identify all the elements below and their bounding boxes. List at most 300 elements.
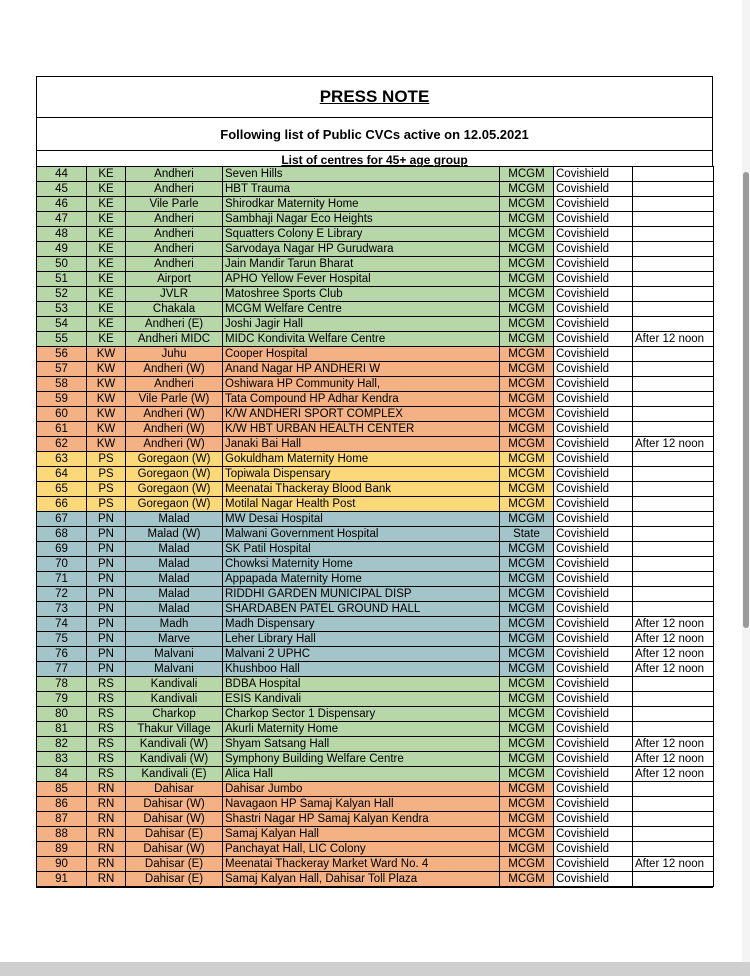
cell-centre: Dahisar Jumbo [223,782,500,797]
cell-note [633,467,714,482]
cell-ward: PN [87,542,126,557]
cell-agency: MCGM [500,677,554,692]
cell-vaccine: Covishield [554,782,633,797]
cell-ward: KE [87,227,126,242]
page-title: PRESS NOTE [37,77,712,118]
cell-ward: KE [87,212,126,227]
cell-number: 51 [37,272,87,287]
table-row [37,317,714,332]
cell-vaccine: Covishield [554,272,633,287]
cell-area: Andheri (W) [126,362,223,377]
cell-note [633,722,714,737]
cell-area: Andheri [126,242,223,257]
table-row [37,257,714,272]
cell-note [633,797,714,812]
cell-ward: KE [87,167,126,182]
cell-area: Andheri [126,257,223,272]
cell-agency: MCGM [500,752,554,767]
cell-number: 69 [37,542,87,557]
table-body [37,167,714,887]
cell-agency: MCGM [500,347,554,362]
cell-area: Andheri (W) [126,422,223,437]
table-row [37,527,714,542]
cell-vaccine: Covishield [554,797,633,812]
cell-note [633,257,714,272]
cell-vaccine: Covishield [554,872,633,887]
cell-centre: Akurli Maternity Home [223,722,500,737]
cell-vaccine: Covishield [554,602,633,617]
cell-number: 48 [37,227,87,242]
cell-vaccine: Covishield [554,332,633,347]
table-row [37,767,714,782]
cell-vaccine: Covishield [554,167,633,182]
table-row [37,647,714,662]
cell-centre: SK Patil Hospital [223,542,500,557]
cell-number: 59 [37,392,87,407]
cell-ward: RS [87,737,126,752]
cell-ward: KW [87,437,126,452]
cell-area: Kandivali [126,692,223,707]
table-row [37,347,714,362]
table-row [37,542,714,557]
table-row [37,617,714,632]
cell-ward: RS [87,752,126,767]
table-row [37,407,714,422]
cell-number: 70 [37,557,87,572]
table-row [37,812,714,827]
cell-area: Goregaon (W) [126,467,223,482]
cell-number: 47 [37,212,87,227]
cell-ward: KW [87,377,126,392]
cell-ward: PN [87,557,126,572]
cell-number: 67 [37,512,87,527]
cell-vaccine: Covishield [554,497,633,512]
cell-number: 56 [37,347,87,362]
cell-area: Malad [126,587,223,602]
table-row [37,287,714,302]
cell-centre: Alica Hall [223,767,500,782]
cell-ward: RN [87,812,126,827]
centres-table [36,166,714,887]
cell-vaccine: Covishield [554,542,633,557]
cell-area: Airport [126,272,223,287]
table-row [37,872,714,887]
cell-area: Juhu [126,347,223,362]
table-row [37,362,714,377]
cell-number: 76 [37,647,87,662]
table-row [37,572,714,587]
cell-number: 89 [37,842,87,857]
table-row [37,167,714,182]
cell-ward: RS [87,677,126,692]
cell-ward: RS [87,692,126,707]
cell-number: 45 [37,182,87,197]
table-row [37,497,714,512]
cell-agency: MCGM [500,827,554,842]
cell-ward: KE [87,317,126,332]
cell-centre: BDBA Hospital [223,677,500,692]
cell-agency: MCGM [500,767,554,782]
cell-agency: MCGM [500,602,554,617]
cell-number: 60 [37,407,87,422]
cell-centre: Malvani 2 UPHC [223,647,500,662]
cell-area: Goregaon (W) [126,497,223,512]
cell-area: Dahisar (E) [126,857,223,872]
cell-vaccine: Covishield [554,452,633,467]
cell-number: 77 [37,662,87,677]
cell-area: Malad [126,512,223,527]
cell-ward: PN [87,662,126,677]
cell-area: Goregaon (W) [126,452,223,467]
cell-note [633,452,714,467]
table-row [37,392,714,407]
cell-ward: RN [87,857,126,872]
cell-agency: MCGM [500,392,554,407]
cell-ward: KE [87,182,126,197]
cell-number: 88 [37,827,87,842]
cell-number: 61 [37,422,87,437]
cell-vaccine: Covishield [554,407,633,422]
cell-centre: Meenatai Thackeray Market Ward No. 4 [223,857,500,872]
cell-area: Dahisar (W) [126,797,223,812]
cell-ward: RN [87,842,126,857]
cell-vaccine: Covishield [554,257,633,272]
cell-vaccine: Covishield [554,587,633,602]
cell-number: 66 [37,497,87,512]
cell-vaccine: Covishield [554,827,633,842]
cell-centre: MW Desai Hospital [223,512,500,527]
cell-centre: Chowksi Maternity Home [223,557,500,572]
cell-centre: K/W ANDHERI SPORT COMPLEX [223,407,500,422]
cell-ward: KW [87,407,126,422]
cell-vaccine: Covishield [554,377,633,392]
cell-vaccine: Covishield [554,632,633,647]
cell-vaccine: Covishield [554,347,633,362]
cell-area: Andheri (E) [126,317,223,332]
cell-number: 83 [37,752,87,767]
cell-area: Dahisar (E) [126,872,223,887]
cell-number: 68 [37,527,87,542]
cell-centre: APHO Yellow Fever Hospital [223,272,500,287]
cell-agency: MCGM [500,272,554,287]
cell-note: After 12 noon [633,647,714,662]
cell-number: 55 [37,332,87,347]
table-row [37,632,714,647]
table-row [37,722,714,737]
cell-note [633,272,714,287]
cell-area: JVLR [126,287,223,302]
table-row [37,242,714,257]
cell-area: Malvani [126,647,223,662]
table-row [37,692,714,707]
cell-number: 64 [37,467,87,482]
cell-agency: MCGM [500,497,554,512]
cell-centre: Sarvodaya Nagar HP Gurudwara [223,242,500,257]
cell-area: Dahisar (E) [126,827,223,842]
table-row [37,707,714,722]
cell-agency: MCGM [500,482,554,497]
table-row [37,302,714,317]
cell-centre: Janaki Bai Hall [223,437,500,452]
cell-note: After 12 noon [633,632,714,647]
table-row [37,227,714,242]
table-row [37,452,714,467]
cell-number: 81 [37,722,87,737]
cell-note [633,302,714,317]
cell-number: 65 [37,482,87,497]
cell-area: Malad [126,557,223,572]
cell-area: Andheri MIDC [126,332,223,347]
cell-centre: Symphony Building Welfare Centre [223,752,500,767]
cell-ward: RS [87,707,126,722]
cell-number: 75 [37,632,87,647]
cell-vaccine: Covishield [554,857,633,872]
cell-number: 86 [37,797,87,812]
cell-agency: MCGM [500,542,554,557]
table-row [37,827,714,842]
cell-note [633,377,714,392]
cell-area: Vile Parle (W) [126,392,223,407]
cell-centre: MIDC Kondivita Welfare Centre [223,332,500,347]
cell-agency: MCGM [500,422,554,437]
cell-centre: Seven Hills [223,167,500,182]
cell-number: 90 [37,857,87,872]
cell-centre: Khushboo Hall [223,662,500,677]
cell-note [633,707,714,722]
cell-ward: PS [87,497,126,512]
cell-note [633,527,714,542]
cell-ward: KE [87,287,126,302]
cell-vaccine: Covishield [554,422,633,437]
cell-agency: MCGM [500,572,554,587]
cell-vaccine: Covishield [554,362,633,377]
cell-note: After 12 noon [633,662,714,677]
cell-area: Chakala [126,302,223,317]
table-row [37,422,714,437]
cell-note [633,197,714,212]
cell-agency: MCGM [500,167,554,182]
table-row [37,197,714,212]
cell-agency: MCGM [500,797,554,812]
cell-note [633,872,714,887]
cell-agency: State [500,527,554,542]
cell-agency: MCGM [500,707,554,722]
cell-note [633,677,714,692]
cell-vaccine: Covishield [554,227,633,242]
cell-agency: MCGM [500,662,554,677]
cell-number: 53 [37,302,87,317]
cell-centre: Samaj Kalyan Hall [223,827,500,842]
cell-number: 62 [37,437,87,452]
table-row [37,602,714,617]
scrollbar-thumb[interactable] [743,172,749,628]
cell-area: Vile Parle [126,197,223,212]
cell-agency: MCGM [500,812,554,827]
cell-number: 57 [37,362,87,377]
cell-vaccine: Covishield [554,737,633,752]
cell-area: Andheri [126,182,223,197]
cell-agency: MCGM [500,737,554,752]
cell-ward: RN [87,872,126,887]
cell-centre: Samaj Kalyan Hall, Dahisar Toll Plaza [223,872,500,887]
cell-area: Dahisar [126,782,223,797]
cell-area: Kandivali (W) [126,752,223,767]
bottom-edge [0,962,750,976]
cell-area: Kandivali (W) [126,737,223,752]
cell-centre: Cooper Hospital [223,347,500,362]
cell-centre: Squatters Colony E Library [223,227,500,242]
cell-vaccine: Covishield [554,707,633,722]
cell-note [633,692,714,707]
cell-note [633,497,714,512]
cell-note [633,572,714,587]
table-row [37,482,714,497]
cell-vaccine: Covishield [554,527,633,542]
cell-note [633,392,714,407]
cell-ward: KE [87,197,126,212]
cell-centre: SHARDABEN PATEL GROUND HALL [223,602,500,617]
cell-agency: MCGM [500,647,554,662]
cell-area: Madh [126,617,223,632]
cell-centre: Charkop Sector 1 Dispensary [223,707,500,722]
cell-note [633,287,714,302]
cell-ward: KW [87,347,126,362]
table-row [37,212,714,227]
cell-ward: PS [87,467,126,482]
cell-vaccine: Covishield [554,722,633,737]
cell-ward: KE [87,302,126,317]
table-row [37,662,714,677]
cell-note [633,512,714,527]
cell-area: Malad (W) [126,527,223,542]
cell-vaccine: Covishield [554,842,633,857]
cell-number: 91 [37,872,87,887]
cell-centre: Leher Library Hall [223,632,500,647]
cell-area: Andheri [126,377,223,392]
cell-vaccine: Covishield [554,437,633,452]
vertical-scrollbar[interactable] [742,0,750,962]
table-row [37,557,714,572]
cell-agency: MCGM [500,557,554,572]
cell-number: 84 [37,767,87,782]
table-row [37,467,714,482]
cell-ward: KW [87,392,126,407]
cell-agency: MCGM [500,587,554,602]
cell-centre: ESIS Kandivali [223,692,500,707]
table-row [37,842,714,857]
cell-centre: Madh Dispensary [223,617,500,632]
cell-ward: PS [87,452,126,467]
cell-centre: Shastri Nagar HP Samaj Kalyan Kendra [223,812,500,827]
cell-ward: RN [87,827,126,842]
cell-number: 85 [37,782,87,797]
table-row [37,587,714,602]
table-row [37,182,714,197]
cell-note: After 12 noon [633,332,714,347]
cell-note [633,812,714,827]
cell-vaccine: Covishield [554,767,633,782]
cell-note [633,827,714,842]
cell-centre: Gokuldham Maternity Home [223,452,500,467]
cell-note: After 12 noon [633,437,714,452]
cell-note [633,557,714,572]
table-row [37,677,714,692]
cell-note [633,782,714,797]
cell-centre: Shyam Satsang Hall [223,737,500,752]
cell-agency: MCGM [500,242,554,257]
cell-agency: MCGM [500,362,554,377]
cell-ward: PN [87,587,126,602]
cell-number: 73 [37,602,87,617]
cell-vaccine: Covishield [554,647,633,662]
cell-ward: PN [87,572,126,587]
table-row [37,512,714,527]
cell-area: Dahisar (W) [126,842,223,857]
cell-number: 46 [37,197,87,212]
cell-ward: RS [87,722,126,737]
table-row [37,797,714,812]
cell-note [633,587,714,602]
press-note-table-frame [36,76,713,888]
cell-vaccine: Covishield [554,557,633,572]
cell-vaccine: Covishield [554,467,633,482]
table-row [37,782,714,797]
table-row [37,752,714,767]
cell-vaccine: Covishield [554,242,633,257]
cell-centre: Motilal Nagar Health Post [223,497,500,512]
cell-number: 87 [37,812,87,827]
cell-centre: Navagaon HP Samaj Kalyan Hall [223,797,500,812]
cell-note [633,602,714,617]
cell-area: Dahisar (W) [126,812,223,827]
cell-agency: MCGM [500,317,554,332]
cell-agency: MCGM [500,512,554,527]
table-row [37,737,714,752]
cell-agency: MCGM [500,782,554,797]
cell-vaccine: Covishield [554,287,633,302]
cell-note [633,407,714,422]
cell-centre: Joshi Jagir Hall [223,317,500,332]
cell-agency: MCGM [500,692,554,707]
cell-centre: MCGM Welfare Centre [223,302,500,317]
cell-area: Charkop [126,707,223,722]
cell-agency: MCGM [500,212,554,227]
cell-note [633,167,714,182]
cell-vaccine: Covishield [554,392,633,407]
cell-area: Malad [126,572,223,587]
cell-centre: Tata Compound HP Adhar Kendra [223,392,500,407]
cell-agency: MCGM [500,257,554,272]
cell-note [633,347,714,362]
cell-ward: KE [87,242,126,257]
cell-agency: MCGM [500,632,554,647]
cell-number: 79 [37,692,87,707]
cell-ward: KE [87,272,126,287]
cell-vaccine: Covishield [554,182,633,197]
cell-agency: MCGM [500,617,554,632]
cell-number: 54 [37,317,87,332]
cell-ward: KE [87,257,126,272]
cell-ward: PN [87,602,126,617]
cell-centre: K/W HBT URBAN HEALTH CENTER [223,422,500,437]
cell-vaccine: Covishield [554,812,633,827]
cell-agency: MCGM [500,302,554,317]
cell-ward: PN [87,512,126,527]
cell-ward: PN [87,527,126,542]
cell-centre: Malwani Government Hospital [223,527,500,542]
cell-note [633,182,714,197]
cell-note: After 12 noon [633,857,714,872]
